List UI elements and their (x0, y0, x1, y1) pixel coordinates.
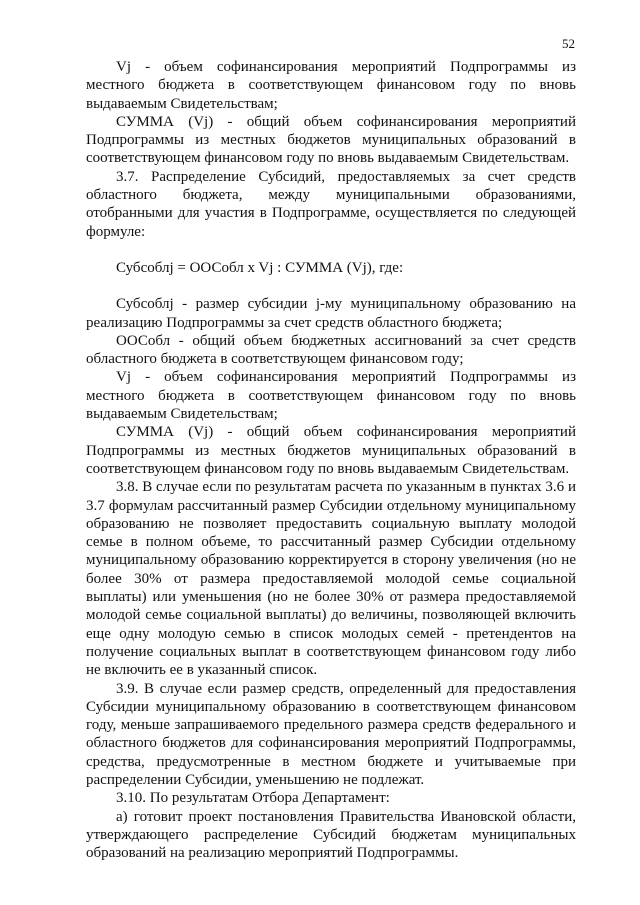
paragraph-3-10: 3.10. По результатам Отбора Департамент: (116, 790, 390, 807)
formula: Субсоблj = ООСобл x Vj : СУММА (Vj), где: (116, 259, 404, 276)
paragraph-3-10-a: а) готовит проект постановления Правительства Ивановской области, утверждающего распределение Субсидий бюджетам муниципальных образований на реализацию мероприятий Подпрограммы. (86, 808, 576, 862)
document-body (86, 58, 576, 862)
paragraph-summa-definition: СУММА (Vj) - общий объем софинансирования мероприятий Подпрограммы из местных бюджетов муниципальных образований в соответствующем финансовом году по вновь выдаваемым Свидетельствам. (86, 113, 576, 167)
paragraph-vj-definition: Vj - объем софинансирования мероприятий Подпрограммы из местного бюджета в соответствующем финансовом году по вновь выдаваемым Свидетельствам; (86, 59, 576, 112)
paragraph-subsobl-definition: Субсоблj - размер субсидии j-му муниципальному образованию на реализацию Подпрограммы за счет средств областного бюджета; (86, 296, 576, 331)
paragraph-oosobl-definition: ООСобл - общий объем бюджетных ассигнований за счет средств областного бюджета в соответствующем финансовом году; (86, 332, 576, 368)
page-number: 52 (562, 36, 575, 51)
paragraph-3-9: 3.9. В случае если размер средств, определенный для предоставления Субсидии муниципальному образованию в соответствующем финансовом году, меньше запрашиваемого предельного размера средств федерального и областного бюджетов для софинансирования мероприятий Подпрограммы, средства, предусмотренные в местном бюджете и учитываемые при распределении Субсидии, уменьшению не подлежат. (86, 680, 576, 788)
paragraph-vj-definition-2: Vj - объем софинансирования мероприятий Подпрограммы из местного бюджета в соответствующем финансовом году по вновь выдаваемым Свидетельствам; (86, 369, 576, 423)
paragraph-summa-definition-2: СУММА (Vj) - общий объем софинансирования мероприятий Подпрограммы из местных бюджетов муниципальных образований в соответствующем финансовом году по вновь выдаваемым Свидетельствам. (86, 424, 576, 477)
paragraph-3-8: 3.8. В случае если по результатам расчета по указанным в пунктах 3.6 и 3.7 формулам рассчитанный размер Субсидии отдельному муниципальному образованию не позволяет предоставить социальную выплату молодой семье в полном объеме, то рассчитанный размер Субсидии отдельному муниципальному образованию корректируется в сторону увеличения (но не более 30% от размера предоставляемой молодой семье социальной выплаты) или уменьшения (но не более 30% от размера предоставляемой молодой семье социальной выплаты) до величины, позволяющей включить еще одну молодую семью в список молодых семей - претендентов на получение социальных выплат в соответствующем финансовом году либо не включить ее в указанный список. (86, 479, 576, 679)
paragraph-3-7: 3.7. Распределение Субсидий, предоставляемых за счет средств областного бюджета, между муниципальными образованиями, отобранными для участия в Подпрограмме, осуществляется по следующей формуле: (86, 168, 576, 240)
